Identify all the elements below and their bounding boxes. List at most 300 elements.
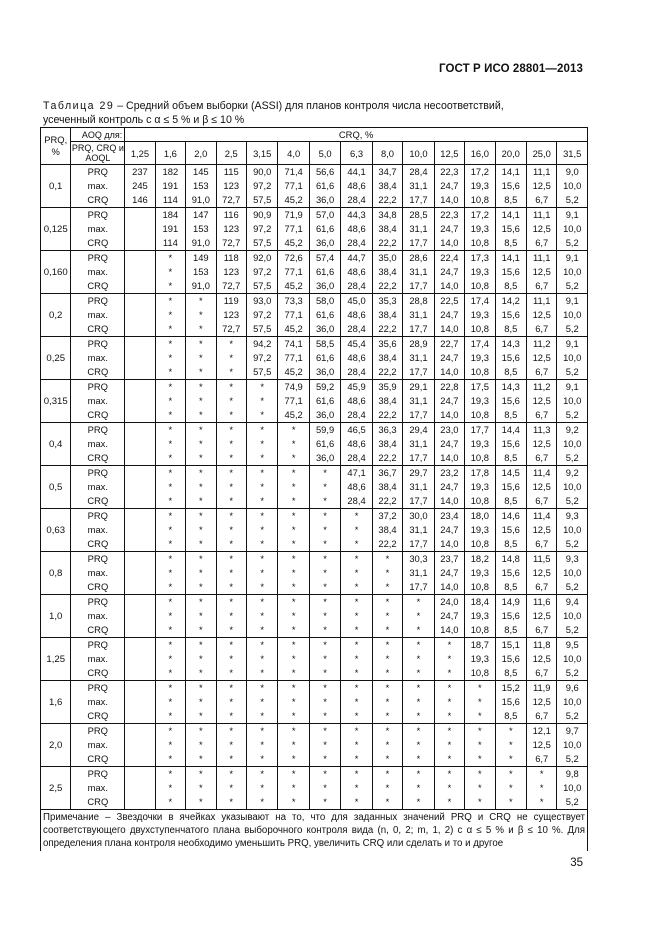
- value-cell: [403, 251, 434, 294]
- cell-value: *: [478, 768, 482, 779]
- value-cell: [216, 251, 246, 294]
- row-label: max.: [87, 524, 108, 535]
- value-cell: [278, 208, 309, 251]
- assi-table: [40, 127, 588, 851]
- cell-value: [125, 423, 154, 437]
- cell-value: *: [385, 710, 390, 721]
- cell-value: 61,6: [315, 266, 335, 277]
- cell-value: *: [198, 467, 203, 478]
- table-row: [41, 552, 588, 595]
- cell-value: *: [168, 381, 173, 392]
- value-cell: [495, 724, 526, 767]
- cell-value: 11,2: [532, 381, 551, 392]
- cell-value: 10,0: [563, 782, 582, 793]
- cell-value: 9,1: [565, 209, 579, 220]
- row-label: PRQ: [87, 596, 108, 607]
- value-cell: [216, 681, 246, 724]
- value-cell: [341, 380, 372, 423]
- cell-value: 44,1: [347, 166, 366, 177]
- cell-value: 14,4: [501, 424, 520, 435]
- cell-value: *: [508, 725, 513, 736]
- crq-header-cell: 12,5: [434, 142, 464, 165]
- cell-value: 38,4: [378, 309, 397, 320]
- cell-value: 9,1: [565, 381, 579, 392]
- cell-value: *: [229, 653, 234, 664]
- cell-value: 19,3: [470, 567, 489, 578]
- cell-value: *: [508, 739, 513, 750]
- cell-value: 24,7: [440, 352, 459, 363]
- value-cell: [246, 767, 277, 810]
- cell-value: 6,7: [535, 452, 549, 463]
- cell-value: 12,5: [532, 481, 551, 492]
- cell-value: *: [229, 409, 234, 420]
- cell-value: 17,7: [409, 323, 428, 334]
- cell-value: *: [168, 653, 173, 664]
- cell-value: *: [229, 725, 234, 736]
- value-cell: [372, 251, 402, 294]
- row-label: CRQ: [87, 753, 109, 764]
- cell-value: 14,0: [440, 194, 459, 205]
- cell-value: *: [323, 495, 327, 506]
- value-cell: [465, 724, 495, 767]
- cell-value: 24,0: [440, 596, 459, 607]
- cell-value: 5,2: [565, 796, 579, 807]
- cell-value: 24,7: [440, 438, 459, 449]
- cell-value: [125, 709, 154, 723]
- cell-value: *: [229, 381, 234, 392]
- row-label: CRQ: [87, 624, 109, 635]
- cell-value: *: [508, 753, 513, 764]
- cell-value: *: [354, 739, 359, 750]
- value-cell: [341, 208, 372, 251]
- cell-value: 10,0: [563, 696, 582, 707]
- cell-value: 10,8: [470, 667, 489, 678]
- cell-value: 123: [223, 223, 240, 234]
- cell-value: *: [447, 682, 452, 693]
- cell-value: 36,0: [315, 366, 335, 377]
- cell-value: 19,3: [470, 610, 489, 621]
- value-cell: [341, 466, 372, 509]
- value-cell: [465, 681, 495, 724]
- cell-value: 10,8: [470, 624, 489, 635]
- cell-value: 11,1: [532, 166, 551, 177]
- cell-value: *: [291, 768, 296, 779]
- value-cell: [527, 595, 557, 638]
- cell-value: *: [229, 753, 234, 764]
- cell-value: *: [539, 796, 544, 807]
- cell-value: *: [323, 667, 327, 678]
- cell-value: *: [447, 639, 452, 650]
- row-label: CRQ: [87, 710, 109, 721]
- value-cell: [309, 767, 340, 810]
- cell-value: [125, 279, 154, 293]
- cell-value: 10,0: [563, 653, 582, 664]
- value-cell: [125, 380, 155, 423]
- value-cell: [557, 724, 588, 767]
- cell-value: 8,5: [504, 538, 518, 549]
- value-cell: [341, 165, 372, 208]
- cell-value: *: [229, 667, 234, 678]
- cell-value: 77,1: [284, 266, 303, 277]
- table-row: [41, 294, 588, 337]
- cell-value: 29,1: [409, 381, 428, 392]
- cell-value: *: [385, 624, 390, 635]
- cell-value: 77,1: [284, 180, 303, 191]
- cell-value: *: [229, 366, 234, 377]
- cell-value: 14,0: [440, 409, 459, 420]
- cell-value: *: [354, 581, 359, 592]
- cell-value: *: [168, 467, 173, 478]
- cell-value: 22,3: [440, 166, 459, 177]
- cell-value: 15,6: [501, 481, 520, 492]
- value-cell: [246, 380, 277, 423]
- row-label: CRQ: [87, 667, 109, 678]
- value-cell: [186, 681, 216, 724]
- value-cell: [155, 595, 185, 638]
- cell-value: 48,6: [347, 438, 366, 449]
- cell-value: 6,7: [535, 366, 549, 377]
- cell-value: *: [168, 553, 173, 564]
- cell-value: *: [323, 481, 327, 492]
- cell-value: *: [260, 753, 265, 764]
- prq-value-cell: 0,160: [41, 251, 71, 294]
- value-cell: [557, 466, 588, 509]
- value-cell: [155, 380, 185, 423]
- value-cell: [372, 595, 402, 638]
- cell-value: *: [447, 725, 452, 736]
- cell-value: *: [447, 753, 452, 764]
- cell-value: 38,4: [378, 352, 397, 363]
- cell-value: *: [260, 710, 265, 721]
- cell-value: 5,2: [565, 581, 579, 592]
- cell-value: 12,5: [532, 696, 551, 707]
- cell-value: *: [198, 553, 203, 564]
- value-cell: [495, 294, 526, 337]
- cell-value: *: [385, 796, 390, 807]
- cell-value: 36,0: [315, 194, 335, 205]
- cell-value: 10,0: [563, 223, 582, 234]
- corner-pct-label: %: [51, 146, 60, 157]
- row-label: CRQ: [87, 796, 109, 807]
- value-cell: [125, 466, 155, 509]
- cell-value: 5,2: [565, 538, 579, 549]
- cell-value: [125, 466, 154, 480]
- value-cell: [155, 251, 185, 294]
- cell-value: *: [260, 725, 265, 736]
- cell-value: 77,1: [284, 395, 303, 406]
- cell-value: *: [198, 409, 203, 420]
- value-cell: [434, 595, 464, 638]
- cell-value: 23,0: [440, 424, 459, 435]
- cell-value: *: [229, 782, 234, 793]
- cell-value: 6,7: [535, 280, 549, 291]
- cell-value: 10,8: [470, 323, 489, 334]
- cell-value: *: [168, 639, 173, 650]
- cell-value: 45,2: [284, 409, 303, 420]
- cell-value: *: [198, 510, 203, 521]
- cell-value: *: [385, 739, 390, 750]
- cell-value: 6,7: [535, 581, 549, 592]
- cell-value: *: [260, 495, 265, 506]
- row-labels-cell: [71, 466, 125, 509]
- value-cell: [125, 681, 155, 724]
- cell-value: *: [323, 510, 327, 521]
- cell-value: *: [354, 796, 359, 807]
- prq-value-cell: 2,0: [41, 724, 71, 767]
- cell-value: 8,5: [504, 495, 518, 506]
- value-cell: [309, 337, 340, 380]
- cell-value: *: [229, 639, 234, 650]
- cell-value: 19,3: [470, 395, 489, 406]
- cell-value: *: [168, 696, 173, 707]
- value-cell: [557, 681, 588, 724]
- cell-value: 57,5: [253, 323, 272, 334]
- cell-value: 17,5: [470, 381, 489, 392]
- cell-value: *: [168, 739, 173, 750]
- cell-value: 8,5: [504, 452, 518, 463]
- row-label: CRQ: [87, 452, 109, 463]
- cell-value: *: [168, 495, 173, 506]
- row-label: PRQ: [87, 424, 108, 435]
- value-cell: [465, 294, 495, 337]
- cell-value: 118: [223, 252, 239, 263]
- value-cell: [403, 638, 434, 681]
- cell-value: 10,0: [563, 309, 582, 320]
- value-cell: [557, 595, 588, 638]
- value-cell: [246, 294, 277, 337]
- cell-value: *: [447, 667, 452, 678]
- crq-header-cell: 16,0: [465, 142, 495, 165]
- table-row: [41, 380, 588, 423]
- crq-header-cell: 10,0: [403, 142, 434, 165]
- cell-value: 28,4: [347, 452, 366, 463]
- corner-prq-label: PRQ,: [44, 134, 68, 145]
- value-cell: [125, 337, 155, 380]
- cell-value: *: [198, 352, 203, 363]
- value-cell: [465, 208, 495, 251]
- cell-value: *: [168, 323, 173, 334]
- row-label: PRQ: [87, 639, 108, 650]
- cell-value: 9,7: [565, 725, 579, 736]
- crq-header-cell: 1,6: [155, 142, 185, 165]
- cell-value: *: [198, 753, 203, 764]
- cell-value: *: [416, 768, 421, 779]
- row-label: PRQ: [87, 768, 108, 779]
- cell-value: 22,2: [378, 409, 397, 420]
- cell-value: *: [260, 395, 265, 406]
- cell-value: 19,3: [470, 524, 489, 535]
- cell-value: 6,7: [535, 194, 549, 205]
- cell-value: [125, 322, 154, 336]
- value-cell: [246, 466, 277, 509]
- row-labels-cell: [71, 337, 125, 380]
- cell-value: 28,4: [347, 495, 366, 506]
- cell-value: 57,4: [315, 252, 335, 263]
- value-cell: [434, 337, 464, 380]
- cell-value: 22,2: [378, 280, 397, 291]
- cell-value: *: [198, 696, 203, 707]
- value-cell: [372, 724, 402, 767]
- prq-value-cell: 1,0: [41, 595, 71, 638]
- cell-value: *: [168, 524, 173, 535]
- cell-value: *: [260, 667, 265, 678]
- table-caption: [43, 99, 588, 127]
- cell-value: 12,5: [532, 309, 551, 320]
- cell-value: 34,8: [378, 209, 397, 220]
- cell-value: *: [354, 653, 359, 664]
- prq-value-cell: 0,125: [41, 208, 71, 251]
- cell-value: 35,6: [378, 338, 397, 349]
- value-cell: [186, 638, 216, 681]
- cell-value: 73,3: [284, 295, 303, 306]
- cell-value: *: [323, 596, 327, 607]
- cell-value: 45,4: [347, 338, 366, 349]
- cell-value: *: [416, 739, 421, 750]
- cell-value: 57,0: [315, 209, 335, 220]
- cell-value: 15,6: [501, 567, 520, 578]
- cell-value: 14,5: [501, 467, 520, 478]
- cell-value: 19,3: [470, 180, 489, 191]
- cell-value: *: [198, 495, 203, 506]
- value-cell: [403, 681, 434, 724]
- cell-value: *: [323, 739, 327, 750]
- cell-value: *: [291, 538, 296, 549]
- cell-value: 18,2: [470, 553, 489, 564]
- cell-value: *: [198, 381, 203, 392]
- cell-value: 9,3: [565, 553, 579, 564]
- value-cell: [216, 638, 246, 681]
- row-label: max.: [87, 266, 108, 277]
- cell-value: *: [198, 366, 203, 377]
- value-cell: [434, 208, 464, 251]
- value-cell: [341, 724, 372, 767]
- value-cell: [527, 552, 557, 595]
- cell-value: *: [168, 452, 173, 463]
- row-label: max.: [87, 696, 108, 707]
- cell-value: *: [229, 495, 234, 506]
- cell-value: 5,2: [565, 624, 579, 635]
- cell-value: 61,6: [315, 180, 335, 191]
- cell-value: 22,2: [378, 538, 397, 549]
- cell-value: *: [478, 710, 482, 721]
- cell-value: 44,7: [347, 252, 366, 263]
- cell-value: 14,3: [501, 338, 520, 349]
- row-label: max.: [87, 309, 108, 320]
- cell-value: *: [354, 725, 359, 736]
- cell-value: 182: [162, 166, 179, 177]
- value-cell: [434, 466, 464, 509]
- table-row: [41, 423, 588, 466]
- cell-value: 6,7: [535, 624, 549, 635]
- cell-value: *: [323, 639, 327, 650]
- value-cell: [557, 380, 588, 423]
- cell-value: 36,3: [378, 424, 397, 435]
- value-cell: [278, 380, 309, 423]
- cell-value: 114: [162, 194, 178, 205]
- cell-value: [125, 394, 154, 408]
- cell-value: *: [385, 782, 390, 793]
- cell-value: *: [198, 710, 203, 721]
- cell-value: 11,1: [532, 295, 551, 306]
- cell-value: *: [168, 309, 173, 320]
- cell-value: 14,0: [440, 538, 459, 549]
- cell-value: *: [260, 596, 265, 607]
- value-cell: [557, 165, 588, 208]
- cell-value: *: [447, 653, 452, 664]
- value-cell: [465, 337, 495, 380]
- value-cell: [278, 595, 309, 638]
- value-cell: [527, 509, 557, 552]
- cell-value: 14,6: [501, 510, 520, 521]
- cell-value: 11,9: [532, 682, 551, 693]
- cell-value: *: [291, 596, 296, 607]
- cell-value: 153: [192, 266, 209, 277]
- value-cell: [216, 724, 246, 767]
- row-labels-cell: [71, 423, 125, 466]
- cell-value: *: [354, 553, 359, 564]
- row-labels-cell: [71, 552, 125, 595]
- cell-value: 19,3: [470, 481, 489, 492]
- cell-value: 45,2: [284, 366, 303, 377]
- row-label: CRQ: [87, 323, 109, 334]
- table-row: [41, 466, 588, 509]
- cell-value: 191: [162, 223, 179, 234]
- value-cell: [278, 681, 309, 724]
- row-label: max.: [87, 352, 108, 363]
- cell-value: *: [168, 280, 173, 291]
- cell-value: 36,0: [315, 237, 335, 248]
- table-row: [41, 724, 588, 767]
- cell-value: *: [198, 538, 203, 549]
- cell-value: *: [478, 753, 482, 764]
- cell-value: [125, 795, 154, 809]
- cell-value: 15,6: [501, 352, 520, 363]
- cell-value: 48,6: [347, 352, 366, 363]
- value-cell: [155, 509, 185, 552]
- cell-value: *: [168, 538, 173, 549]
- cell-value: 29,7: [409, 467, 428, 478]
- cell-value: *: [291, 610, 296, 621]
- row-label: PRQ: [87, 295, 108, 306]
- value-cell: [465, 638, 495, 681]
- value-cell: [341, 423, 372, 466]
- cell-value: *: [198, 323, 203, 334]
- cell-value: *: [198, 782, 203, 793]
- cell-value: *: [323, 653, 327, 664]
- cell-value: *: [416, 596, 421, 607]
- cell-value: 28,4: [347, 323, 366, 334]
- cell-value: *: [168, 338, 173, 349]
- cell-value: *: [229, 596, 234, 607]
- cell-value: 10,0: [563, 610, 582, 621]
- cell-value: *: [354, 567, 359, 578]
- value-cell: [216, 552, 246, 595]
- cell-value: 48,6: [347, 223, 366, 234]
- cell-value: *: [198, 624, 203, 635]
- cell-value: 24,7: [440, 223, 459, 234]
- value-cell: [557, 337, 588, 380]
- prq-value-cell: 0,5: [41, 466, 71, 509]
- cell-value: *: [416, 653, 421, 664]
- cell-value: 61,6: [315, 395, 335, 406]
- value-cell: [495, 165, 526, 208]
- cell-value: 36,7: [378, 467, 397, 478]
- cell-value: 10,8: [470, 194, 489, 205]
- cell-value: 11,5: [532, 553, 551, 564]
- cell-value: 77,1: [284, 309, 303, 320]
- cell-value: 153: [192, 180, 209, 191]
- cell-value: 237: [132, 166, 148, 177]
